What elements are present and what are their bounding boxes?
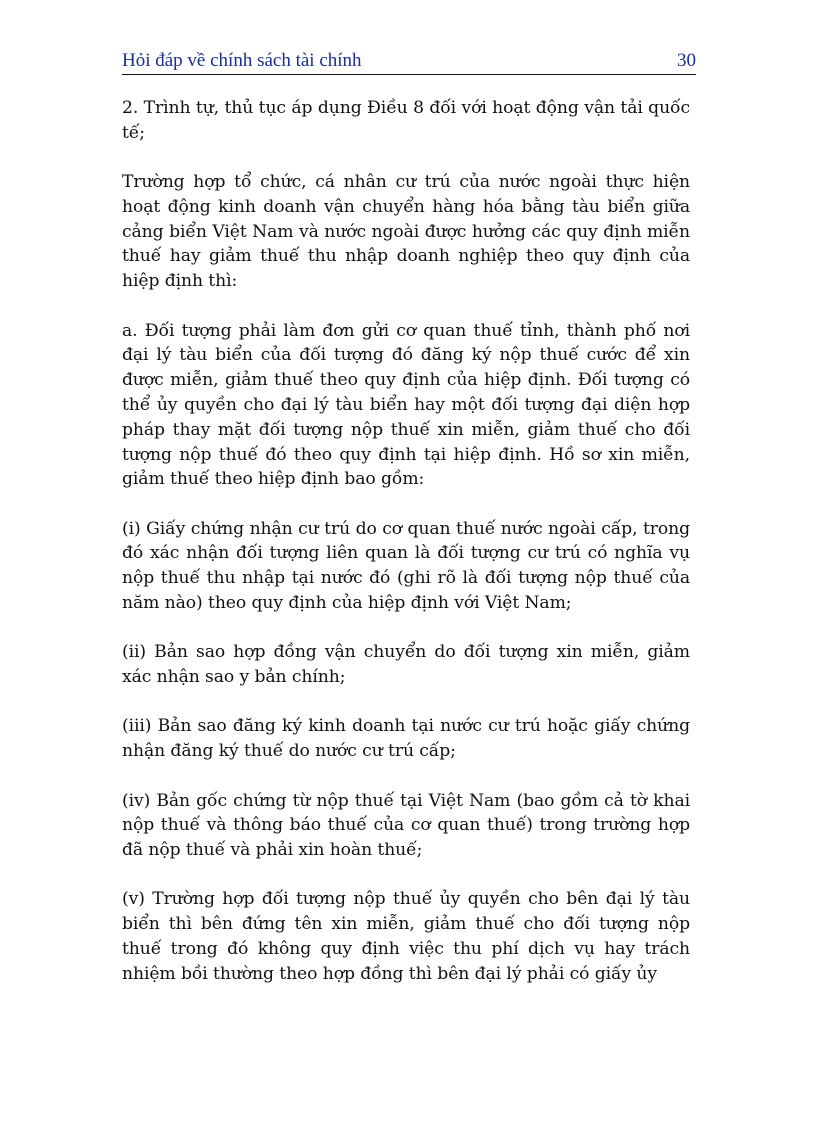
list-item-ii: (ii) Bản sao hợp đồng vận chuyển do đối tượng xin miễn, giảm xác nhận sao y bản chính; (122, 642, 690, 688)
body-paragraph: Trường hợp tổ chức, cá nhân cư trú của nước ngoài thực hiện hoạt động kinh doanh vận chuyển hàng hóa bằng tàu biển giữa cảng biển Việt Nam và nước ngoài được hưởng các quy định miễn thuế hay giảm thuế thu nhập doanh nghiệp theo quy định của hiệp định thì: (122, 172, 690, 292)
section-heading: 2. Trình tự, thủ tục áp dụng Điều 8 đối với hoạt động vận tải quốc tế; (122, 98, 690, 143)
list-item-i: (i) Giấy chứng nhận cư trú do cơ quan thuế nước ngoài cấp, trong đó xác nhận đối tượng liên quan là đối tượng cư trú có nghĩa vụ nộp thuế thu nhập tại nước đó (ghi rõ là đối tượng nộp thuế của năm nào) theo quy định của hiệp định với Việt Nam; (122, 518, 690, 614)
running-header (122, 48, 696, 75)
page-body (122, 96, 690, 1011)
list-item-iv: (iv) Bản gốc chứng từ nộp thuế tại Việt Nam (bao gồm cả tờ khai nộp thuế và thông báo thuế của cơ quan thuế) trong trường hợp đã nộp thuế và phải xin hoàn thuế; (122, 790, 690, 861)
header-title: Hỏi đáp về chính sách tài chính (122, 50, 362, 71)
page-number: 30 (677, 50, 696, 71)
list-item-iii: (iii) Bản sao đăng ký kinh doanh tại nước cư trú hoặc giấy chứng nhận đăng ký thuế do nước cư trú cấp; (122, 716, 690, 762)
list-item-v: (v) Trường hợp đối tượng nộp thuế ủy quyền cho bên đại lý tàu biển thì bên đứng tên xin miễn, giảm thuế cho đối tượng nộp thuế trong đó không quy định việc thu phí dịch vụ hay trách nhiệm bồi thường theo hợp đồng thì bên đại lý phải có giấy ủy (122, 889, 690, 984)
body-paragraph: a. Đối tượng phải làm đơn gửi cơ quan thuế tỉnh, thành phố nơi đại lý tàu biển của đối tượng đó đăng ký nộp thuế cước để xin được miễn, giảm thuế theo quy định của hiệp định. Đối tượng có thể ủy quyền cho đại lý tàu biển hay một đối tượng đại diện hợp pháp thay mặt đối tượng nộp thuế xin miễn, giảm thuế cho đối tượng nộp thuế đó theo quy định tại hiệp định. Hồ sơ xin miễn, giảm thuế theo hiệp định bao gồm: (122, 320, 690, 490)
